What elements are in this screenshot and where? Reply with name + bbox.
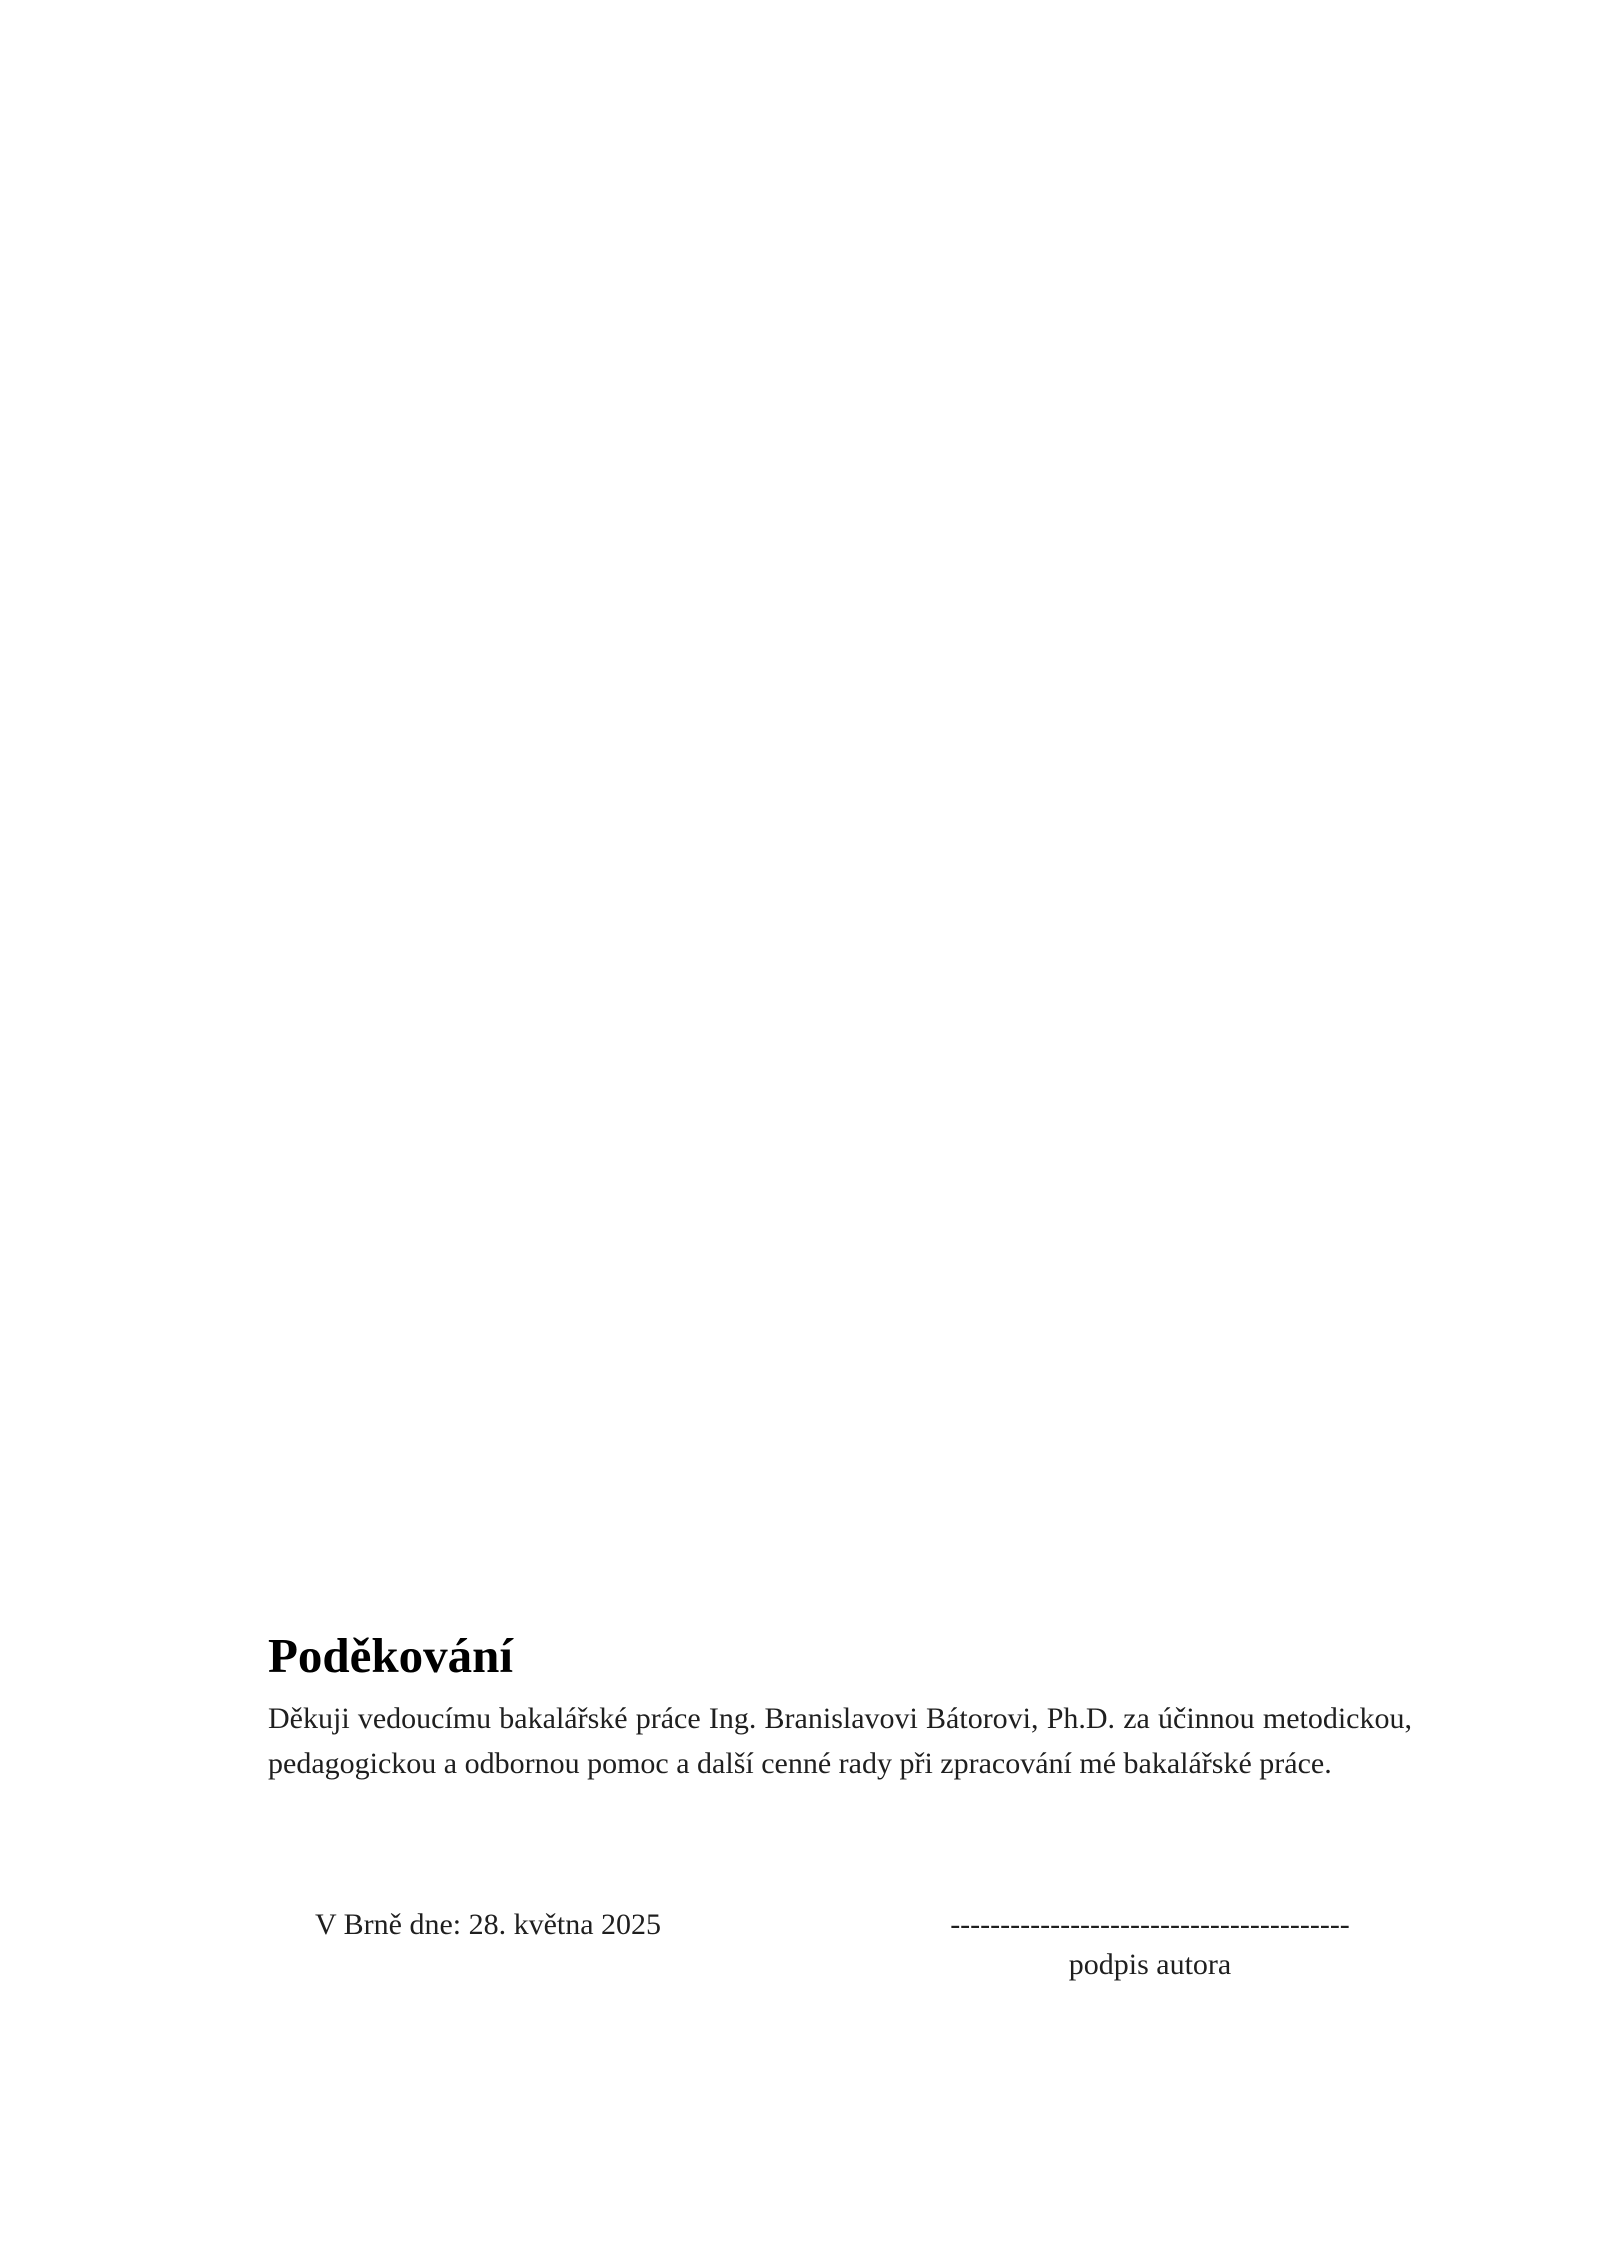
acknowledgement-text: Děkuji vedoucímu bakalářské práce Ing. Branislavovi Bátorovi, Ph.D. za účinnou metodickou, pedagogickou a odbornou pomoc a další cenné rady při zpracování mé bakalářské práce.: [268, 1702, 1412, 1781]
signature-caption: podpis autora: [1068, 1948, 1232, 1981]
signature-line: ----------------------------------------: [950, 1908, 1350, 1941]
acknowledgement-title: Poděkování: [268, 1628, 514, 1683]
signature-block: [935, 1905, 1365, 1985]
acknowledgement-section: [268, 1628, 1412, 1786]
place-and-date: V Brně dne: 28. května 2025: [315, 1908, 662, 1941]
